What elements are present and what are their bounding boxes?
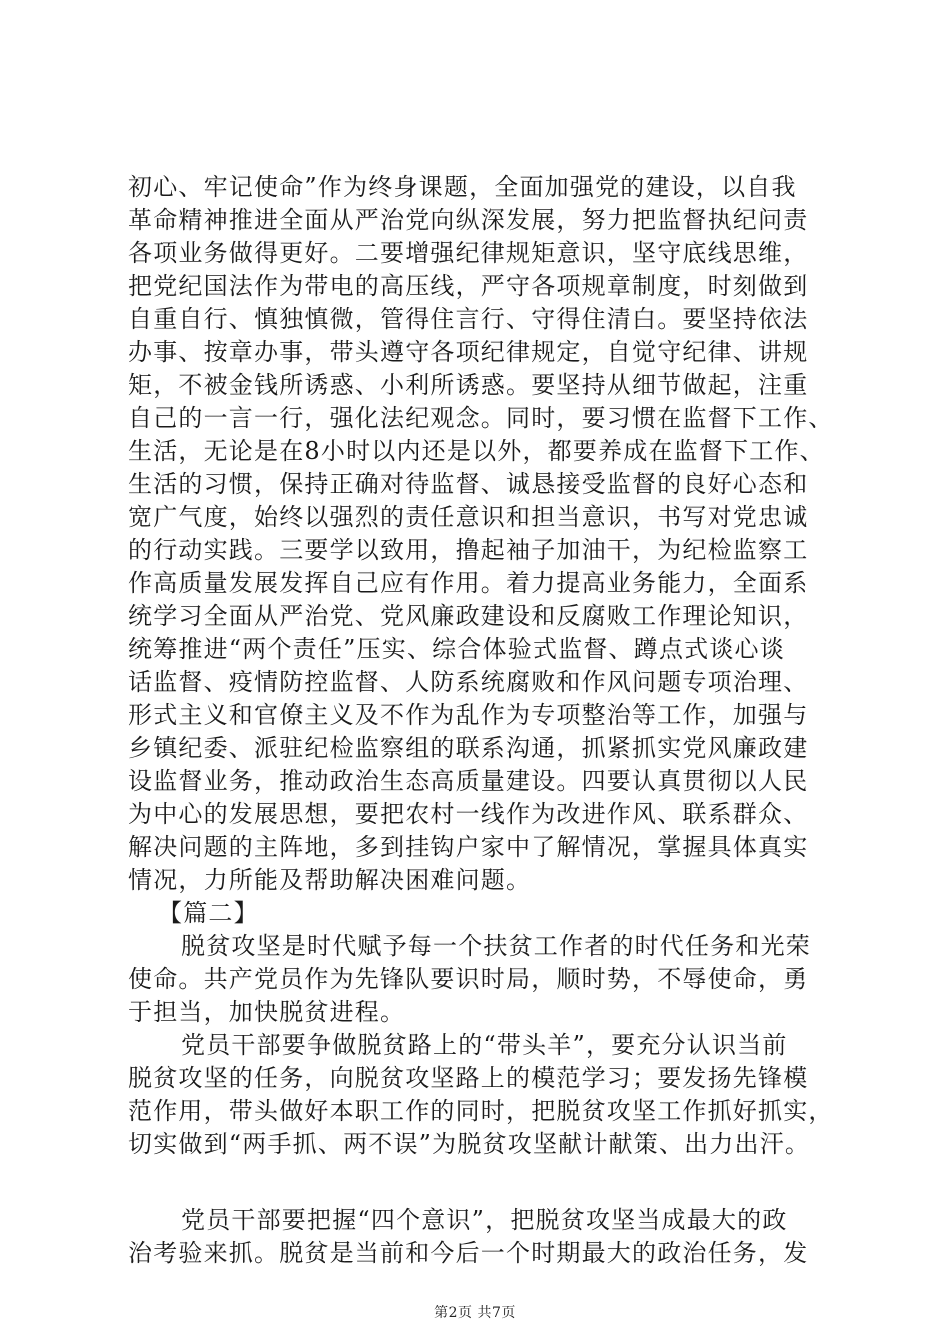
text-line: 革命精神推进全面从严治党向纵深发展，努力把监督执纪问责: [128, 206, 809, 234]
text-line: 切实做到“两手抓、两不误”为脱贫攻坚献计献策、出力出汗。: [128, 1130, 811, 1158]
text-line: 的行动实践。三要学以致用，撸起袖子加油干，为纪检监察工: [128, 536, 809, 564]
text-line: 统学习全面从严治党、党风廉政建设和反腐败工作理论知识，: [128, 602, 809, 630]
paragraph-spacer: [128, 1161, 838, 1204]
text-line: 党员干部要争做脱贫路上的“带头羊”，要充分认识当前: [181, 1031, 788, 1059]
text-line: 生活，无论是在8小时以内还是以外，都要养成在监督下工作、: [128, 437, 825, 465]
text-line: 把党纪国法作为带电的高压线，严守各项规章制度，时刻做到: [128, 272, 809, 300]
text-line: 脱贫攻坚是时代赋予每一个扶贫工作者的时代任务和光荣: [181, 932, 811, 960]
text-line: 解决问题的主阵地，多到挂钩户家中了解情况，掌握具体真实: [128, 833, 809, 861]
text-line: 生活的习惯，保持正确对待监督、诚恳接受监督的良好心态和: [128, 470, 809, 498]
text-line: 话监督、疫情防控监督、人防系统腐败和作风问题专项治理、: [128, 668, 809, 696]
text-line: 作高质量发展发挥自己应有作用。着力提高业务能力，全面系: [128, 569, 809, 597]
text-line: 党员干部要把握“四个意识”，把脱贫攻坚当成最大的政: [181, 1206, 788, 1234]
text-line: 乡镇纪委、派驻纪检监察组的联系沟通，抓紧抓实党风廉政建: [128, 734, 809, 762]
text-line: 统筹推进“两个责任”压实、综合体验式监督、蹲点式谈心谈: [128, 635, 785, 663]
document-body: [128, 171, 838, 1270]
text-line: 治考验来抓。脱贫是当前和今后一个时期最大的政治任务，发: [128, 1239, 809, 1267]
page-footer: 第2页 共7页: [434, 1305, 516, 1321]
text-line: 自己的一言一行，强化法纪观念。同时，要习惯在监督下工作、: [128, 404, 834, 432]
text-line: 矩，不被金钱所诱惑、小利所诱惑。要坚持从细节做起，注重: [128, 371, 809, 399]
text-line: 各项业务做得更好。二要增强纪律规矩意识，坚守底线思维，: [128, 239, 809, 267]
text-line: 情况，力所能及帮助解决困难问题。: [128, 866, 532, 894]
text-line: 形式主义和官僚主义及不作为乱作为专项整治等工作，加强与: [128, 701, 809, 729]
text-line: 设监督业务，推动政治生态高质量建设。四要认真贯彻以人民: [128, 767, 809, 795]
text-line: 于担当，加快脱贫进程。: [128, 998, 406, 1026]
section-heading: 【篇二】: [158, 899, 259, 927]
text-line: 范作用，带头做好本职工作的同时，把脱贫攻坚工作抓好抓实，: [128, 1097, 834, 1125]
text-line: 宽广气度，始终以强烈的责任意识和担当意识，书写对党忠诚: [128, 503, 809, 531]
text-line: 办事、按章办事，带头遵守各项纪律规定，自觉守纪律、讲规: [128, 338, 809, 366]
text-line: 自重自行、慎独慎微，管得住言行、守得住清白。要坚持依法: [128, 305, 809, 333]
text-line: 为中心的发展思想，要把农村一线作为改进作风、联系群众、: [128, 800, 809, 828]
text-line: 脱贫攻坚的任务，向脱贫攻坚路上的模范学习；要发扬先锋模: [128, 1064, 809, 1092]
text-line: 初心、牢记使命”作为终身课题，全面加强党的建设，以自我: [128, 173, 797, 201]
text-line: 使命。共产党员作为先锋队要识时局，顺时势，不辱使命，勇: [128, 965, 809, 993]
